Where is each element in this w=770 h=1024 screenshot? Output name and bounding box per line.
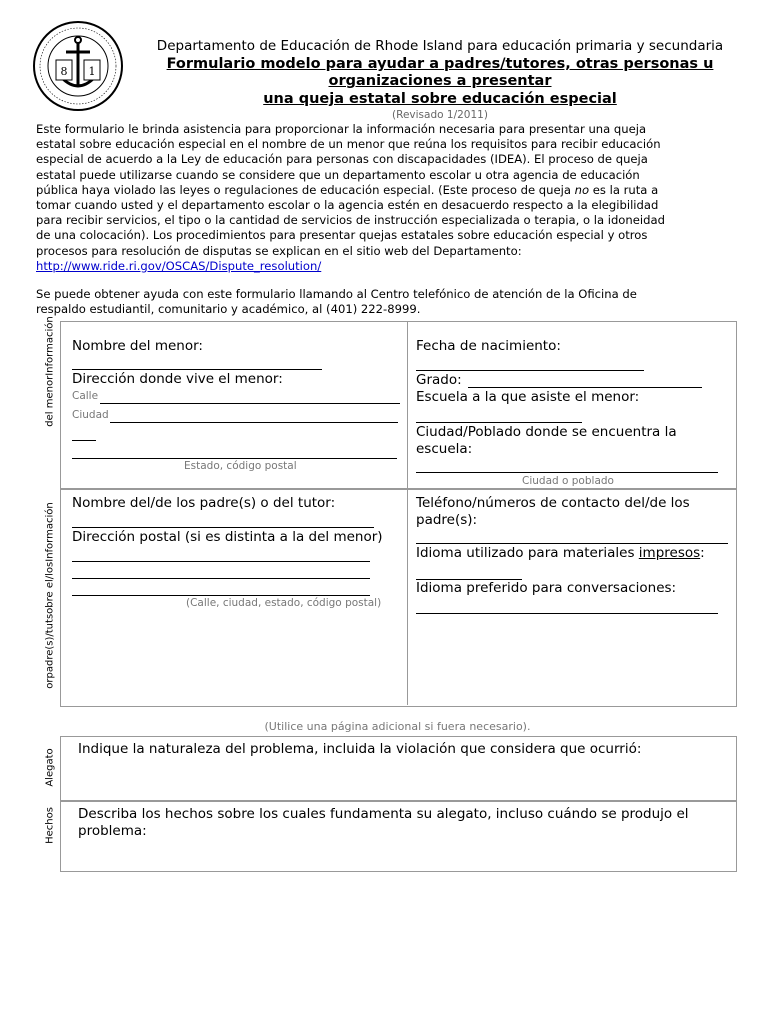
column-divider xyxy=(407,488,408,705)
print-language-colon: : xyxy=(700,545,705,561)
form-title-line3: una queja estatal sobre educación especial xyxy=(263,91,617,107)
parent-section-label: orpadre(s)/tutsobre el/losInformación xyxy=(44,502,56,689)
mailing-address-field-2[interactable] xyxy=(72,578,370,579)
intro-line: especial de acuerdo a la Ley de educación para personas con discapacidades (IDEA). El proceso de queja xyxy=(36,152,648,167)
revised-date: (Revisado 1/2011) xyxy=(392,109,488,121)
school-label: Escuela a la que asiste el menor: xyxy=(416,389,640,405)
conversation-language-label: Idioma preferido para conversaciones: xyxy=(416,580,677,596)
city-label: Ciudad xyxy=(72,409,109,421)
child-address-label: Dirección donde vive el menor: xyxy=(72,371,283,387)
intro-line: de una colocación). Los procedimientos para presentar quejas estatales sobre educación especial y otros xyxy=(36,228,648,243)
conversation-language-field[interactable] xyxy=(416,613,718,614)
intro-line: para recibir servicios, el tipo o la cantidad de servicios de instrucción especializada o terapia, o la idoneidad xyxy=(36,213,665,228)
intro-paragraph xyxy=(36,122,736,317)
phone-label: Teléfono/números de contacto del/de los padre(s): xyxy=(416,495,690,528)
intro-line: estatal sobre educación especial en el nombre de un menor que reúna los requisitos para recibir educación xyxy=(36,137,661,152)
child-name-field[interactable] xyxy=(72,369,322,370)
mailing-address-label: Dirección postal (si es distinta a la del menor) xyxy=(72,529,383,545)
print-language-text: Idioma utilizado para materiales xyxy=(416,545,639,561)
parent-name-label: Nombre del/de los padre(s) o del tutor: xyxy=(72,495,336,511)
svg-text:8: 8 xyxy=(60,65,68,78)
department-name: Departamento de Educación de Rhode Island para educación primaria y secundaria xyxy=(156,38,724,54)
intro-line: Este formulario le brinda asistencia para proporcionar la información necesaria para presentar una queja xyxy=(36,122,647,136)
svg-text:1: 1 xyxy=(88,65,96,78)
state-zip-hint: Estado, código postal xyxy=(184,460,297,472)
parent-name-field[interactable] xyxy=(72,527,374,528)
intro-line: procesos para resolución de disputas se explican en el sitio web del Departamento: xyxy=(36,243,522,258)
intro-line: tomar cuando usted y el departamento escolar o la agencia estén en desacuerdo respecto a la elegibilidad xyxy=(36,198,659,213)
grade-field[interactable] xyxy=(468,387,702,388)
phone-field[interactable] xyxy=(416,543,728,544)
street-field[interactable] xyxy=(100,403,400,404)
city-town-hint: Ciudad o poblado xyxy=(522,475,614,487)
help-line: respaldo estudiantil, comunitario y académico, al (401) 222-8999. xyxy=(36,302,421,317)
dob-label: Fecha de nacimiento: xyxy=(416,338,561,354)
intro-text: pública haya violado las leyes o regulaciones de educación especial. (Este proceso de queja xyxy=(36,182,575,197)
print-language-underlined: impresos xyxy=(638,545,701,561)
school-field[interactable] xyxy=(416,422,582,423)
school-city-field[interactable] xyxy=(416,472,718,473)
form-title-line1: Formulario modelo para ayudar a padres/tutores, otras personas u xyxy=(166,56,714,72)
grade-label: Grado: xyxy=(416,372,462,388)
additional-page-note: (Utilice una página adicional si fuera necesario). xyxy=(264,720,531,733)
facts-section-label: Hechos xyxy=(44,807,56,844)
mailing-address-field-1[interactable] xyxy=(72,561,370,562)
facts-prompt-line1: Describa los hechos sobre los cuales fundamenta su alegato, incluso cuándo se produjo el xyxy=(78,806,689,822)
allegation-prompt: Indique la naturaleza del problema, incluida la violación que considera que ocurrió: xyxy=(78,741,642,757)
help-line: Se puede obtener ayuda con este formulario llamando al Centro telefónico de atención de la Oficina de xyxy=(36,287,637,302)
allegation-section-label: Alegato xyxy=(44,748,56,787)
dispute-resolution-link[interactable]: http://www.ride.ri.gov/OSCAS/Dispute_resolution/ xyxy=(36,258,322,273)
mailing-address-hint: (Calle, ciudad, estado, código postal) xyxy=(186,597,382,609)
column-divider xyxy=(407,321,408,488)
child-name-label: Nombre del menor: xyxy=(72,338,203,354)
form-title-line2: organizaciones a presentar xyxy=(328,73,552,89)
mailing-address-field-3[interactable] xyxy=(72,595,370,596)
child-section-label: del menorInformación xyxy=(44,316,56,427)
print-language-label xyxy=(416,545,705,562)
state-zip-field[interactable] xyxy=(72,458,397,459)
intro-line xyxy=(36,183,736,198)
facts-prompt-line2: problema: xyxy=(78,823,147,839)
department-seal-logo xyxy=(32,20,124,112)
short-field[interactable] xyxy=(72,440,96,441)
intro-text: es la ruta a xyxy=(589,182,659,197)
city-field[interactable] xyxy=(110,422,398,423)
intro-line: estatal puede utilizarse cuando se considere que un departamento escolar u otra agencia de educación xyxy=(36,167,640,182)
street-label: Calle xyxy=(72,390,99,402)
dob-field[interactable] xyxy=(416,370,644,371)
school-city-label: Ciudad/Poblado donde se encuentra la escuela: xyxy=(416,424,677,457)
intro-emphasis: no xyxy=(574,182,590,197)
